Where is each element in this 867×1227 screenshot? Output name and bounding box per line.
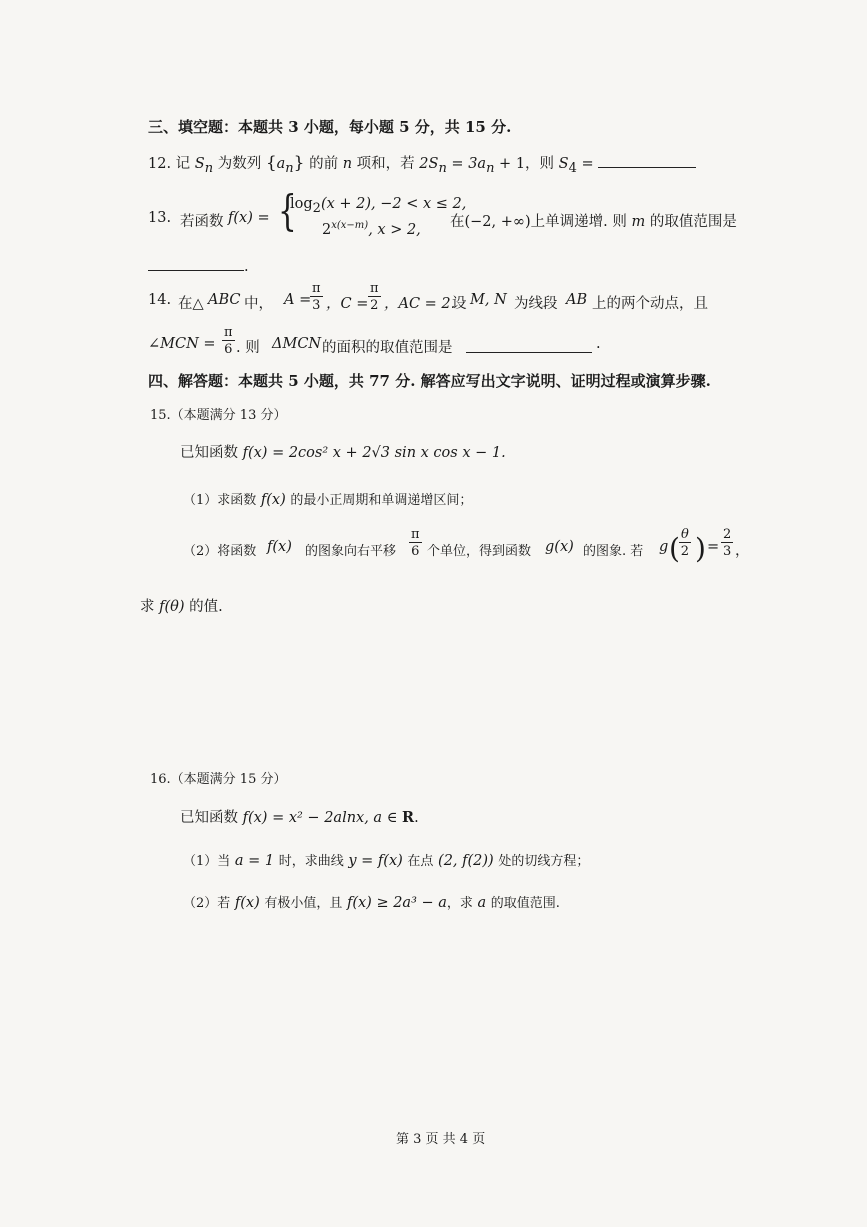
q13-exp-base: 2 — [322, 221, 332, 238]
q12-an: a — [276, 156, 286, 172]
question-number: 13. — [148, 210, 172, 226]
q13-text: 若函数 — [180, 214, 224, 230]
exam-page: 三、填空题：本题共 3 小题，每小题 5 分，共 15 分. 12. 记 $S_n$ 为数列 $\{a_n\}$ 的前 n 项和，若 $2S_n = 3a_n + 1$，则 $S_4$ = 13. 若函数 f(x) = { $\log_2(x + 2)$, −2 < x ≤ 2, $2^{x(x-m)}$, x > 2, 在(−2, +∞)上单调递增. 则 m 的取值范围是 . 14. 在△ ABC 中， A = $\frac{\pi}{3}$ ，C = $\frac{\pi}{2}$ ，AC = 2. 设 M, N 为线段 AB 上的两个动点，且 ∠MCN = $\frac{\pi}{6}$ . 则 ΔMCN 的面积的取值范围是 . 四、解答题：本题共 5 小题，共 77 分. 解答应写出文字说明、证明过程或演算步骤. 15.（本题满分 13 分） 已知函数 f(x) = 2cos² x + 2√3 sin x cos x − 1. （1）求函数 f(x) 的最小正周期和单调递增区间； （2）将函数 f(x) 的图象向右平移 $\frac{\pi}{6}$ 个单位，得到函数 g(x) 的图象. 若 g ( $\frac{\theta}{2}$ ) = $\frac{2}{3}$ ， 求 f(θ) 的值. 16.（本题满分 15 分） 已知函数 f(x) = x² − 2alnx, a ∈ R. （1）当 a = 1 时，求曲线 y = f(x) 在点 (2, f(2)) 处的切线方程； （2）若 f(x) 有极小值，且 f(x) ≥ 2a³ − a，求 a 的取值范围. 第 3 页 共 4 页 — [140, 118, 750, 1147]
q12-text: ，则 — [525, 156, 555, 172]
frac-num: 2 — [723, 527, 732, 542]
frac-num: π — [224, 325, 233, 340]
q13-log: log — [290, 196, 313, 212]
q14-angle: ∠MCN = — [148, 336, 216, 352]
q14-ab: AB — [566, 292, 588, 308]
q12-sub: 4 — [568, 160, 577, 176]
frac-den: 2 — [370, 298, 379, 313]
q14-text: 为线段 — [514, 296, 558, 312]
q13-case2 — [322, 220, 421, 238]
q14-text: 在△ — [178, 296, 204, 312]
fraction-pi-6 — [222, 326, 235, 356]
q13-interval: (−2, +∞) — [464, 214, 531, 230]
q14-text: 上的两个动点，且 — [592, 296, 708, 312]
q12-sub: n — [486, 160, 495, 176]
q13-end: . — [244, 259, 249, 275]
q15-eq: = — [707, 539, 720, 555]
q14-a-eq: A = — [284, 292, 312, 308]
q13-fx: f(x) = — [228, 210, 270, 226]
q13-text: 上单调递增. 则 — [530, 214, 627, 230]
q12-text: 的前 — [309, 156, 339, 172]
frac-den: 3 — [312, 298, 321, 313]
q15-question — [140, 595, 223, 616]
q16-curve: y = f(x) — [348, 853, 403, 869]
q13-case1 — [290, 196, 466, 216]
frac-num: π — [370, 281, 379, 296]
q14-end: . — [596, 336, 601, 352]
q15-given — [180, 441, 506, 462]
fraction-pi-3 — [310, 282, 323, 312]
question-15-header: 15.（本题满分 13 分） — [150, 408, 287, 423]
q15-text: 的图象. 若 — [583, 544, 644, 559]
q12-text: 项和，若 — [356, 156, 415, 172]
q15-comma: ， — [735, 543, 750, 559]
q12-s4: S — [558, 156, 569, 172]
q15-part1 — [183, 489, 472, 508]
q12-n: n — [342, 156, 353, 172]
q16-text: （1）当 — [183, 854, 231, 869]
fraction-theta-2 — [679, 528, 691, 558]
q15-text: 的最小正周期和单调递增区间； — [290, 493, 473, 508]
q14-text: 的面积的取值范围是 — [322, 340, 453, 356]
q15-gx: g(x) — [545, 539, 574, 555]
q12-sub: n — [438, 160, 447, 176]
frac-den: 6 — [224, 342, 233, 357]
q12-text: 为数列 — [217, 156, 262, 172]
q16-part1 — [183, 850, 589, 869]
q14-c-eq: ，C = — [326, 296, 369, 312]
frac-den: 3 — [723, 544, 732, 559]
q13-text: 的取值范围是 — [649, 214, 737, 230]
q16-text: 有极小值，且 — [264, 896, 343, 911]
fraction-2-3 — [721, 528, 733, 558]
answer-blank[interactable] — [466, 338, 592, 353]
question-16-header: 16.（本题满分 15 分） — [150, 772, 287, 787]
q15-ftheta: f(θ) — [159, 599, 185, 615]
q13-case1-rest: (x + 2), −2 < x ≤ 2, — [320, 196, 467, 212]
q15-fx: f(x) — [260, 492, 286, 508]
q12-eq: = — [576, 156, 594, 172]
q15-text: 个单位，得到函数 — [427, 544, 532, 559]
q16-given — [180, 806, 419, 827]
q14-mn: M, N — [470, 292, 507, 308]
frac-den: 6 — [411, 544, 420, 559]
q15-text: 的值. — [189, 599, 223, 615]
q16-text: 时，求曲线 — [278, 854, 344, 869]
answer-blank[interactable] — [148, 256, 244, 271]
q12-sub: n — [285, 160, 294, 176]
q12-eq: 2S — [419, 156, 439, 172]
q16-text: 的取值范围. — [490, 896, 560, 911]
section-heading-fill-in: 三、填空题：本题共 3 小题，每小题 5 分，共 15 分. — [148, 118, 512, 136]
q15-text: 求 — [140, 599, 155, 615]
q12-eq: = 3a — [446, 156, 487, 172]
q14-abc: ABC — [208, 292, 241, 308]
q15-text: （1）求函数 — [183, 493, 257, 508]
q13-tail — [450, 210, 737, 231]
frac-num: θ — [681, 527, 689, 542]
q16-end: . — [414, 810, 419, 826]
q15-fx: f(x) — [267, 539, 292, 555]
q14-text: 设 — [452, 296, 467, 312]
frac-num: π — [312, 281, 321, 296]
q16-text: 处的切线方程； — [498, 854, 590, 869]
q13-text: 在 — [450, 214, 465, 230]
fraction-pi-2 — [368, 282, 381, 312]
q14-text: . 则 — [236, 340, 260, 356]
q16-formula: f(x) = x² − 2alnx, a ∈ — [242, 810, 403, 826]
q16-text: 在点 — [407, 854, 434, 869]
question-number: 14. — [148, 292, 172, 308]
q15-text: （2）将函数 — [183, 544, 257, 559]
piecewise-brace: { — [278, 186, 297, 235]
q16-part2 — [183, 892, 560, 911]
q16-reals: R — [402, 809, 415, 826]
q14-ac: ，AC = 2. — [384, 296, 456, 312]
page-footer: 第 3 页 共 4 页 — [396, 1132, 486, 1147]
q12-eq: + 1 — [494, 156, 526, 172]
question-12: 12. 记 $S_n$ 为数列 $\{a_n\}$ 的前 n 项和，若 $2S_n = 3a_n + 1$，则 $S_4$ = — [148, 152, 696, 176]
fraction-pi-6 — [409, 528, 422, 558]
q13-case2-rest: , x > 2, — [368, 221, 421, 238]
q16-a1: a = 1 — [234, 853, 275, 869]
q15-g: g — [659, 539, 669, 555]
question-number: 12. — [148, 156, 172, 172]
q12-sn: S — [194, 156, 205, 172]
q16-text: 已知函数 — [180, 810, 238, 826]
q14-text: 中， — [244, 296, 273, 312]
q13-log-base: 2 — [312, 200, 321, 216]
frac-num: π — [411, 527, 420, 542]
q15-formula: f(x) = 2cos² x + 2√3 sin x cos x − 1. — [242, 445, 506, 461]
q12-sub: n — [204, 160, 214, 176]
q13-exp: x(x−m) — [331, 220, 369, 231]
q16-text: ，求 — [446, 896, 473, 911]
q15-text: 的图象向右平移 — [305, 544, 397, 559]
frac-den: 2 — [680, 544, 690, 559]
q14-tri: ΔMCN — [272, 336, 322, 352]
section-heading-solutions: 四、解答题：本题共 5 小题，共 77 分. 解答应写出文字说明、证明过程或演算步骤. — [148, 372, 711, 390]
q16-fx: f(x) — [234, 895, 260, 911]
q13-m: m — [631, 214, 646, 230]
q15-text: 已知函数 — [180, 445, 238, 461]
q16-ineq: f(x) ≥ 2a³ − a — [346, 895, 447, 911]
q16-text: （2）若 — [183, 896, 231, 911]
q12-text: 记 — [175, 156, 191, 172]
q16-a: a — [477, 895, 487, 911]
q13-answer-line — [148, 256, 249, 275]
answer-blank[interactable] — [598, 153, 696, 168]
q16-point: (2, f(2)) — [438, 853, 494, 869]
